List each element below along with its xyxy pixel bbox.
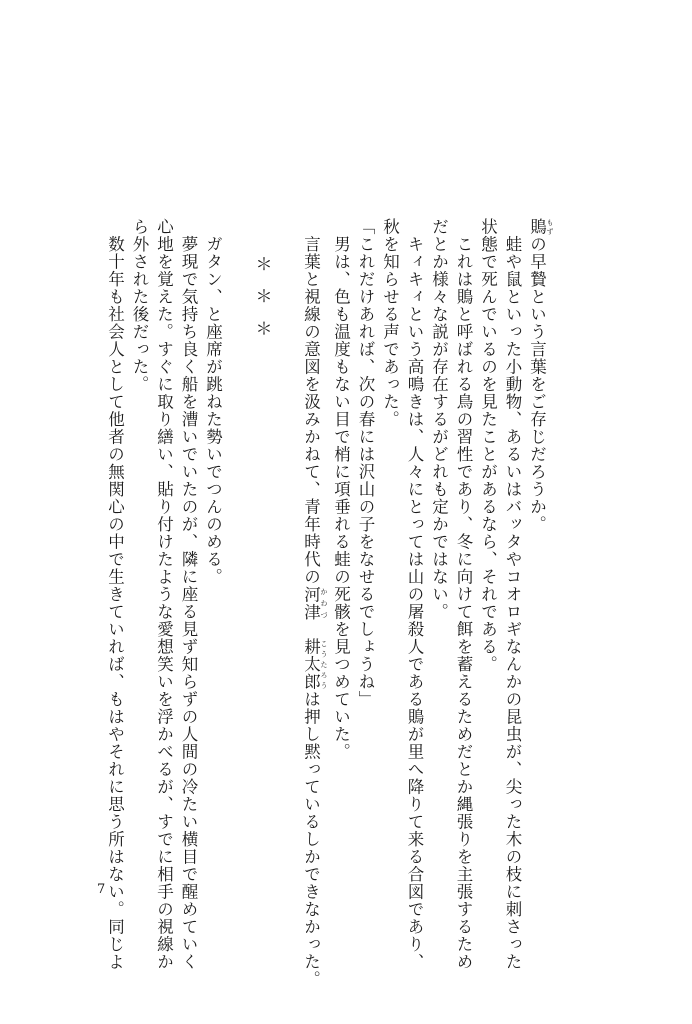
paragraph: 秋を知らせる声であった。 xyxy=(380,218,400,428)
blank-line xyxy=(225,218,250,858)
ruby-word xyxy=(527,218,554,236)
ruby-base: 河津 xyxy=(301,585,321,621)
scene-separator: ＊＊＊ xyxy=(251,255,272,353)
vertical-text-body xyxy=(104,218,554,988)
ruby-reading: こうたろう xyxy=(320,638,328,691)
paragraph: ガタン、と座席が跳ねた勢いでつんのめる。 xyxy=(203,218,223,586)
paragraph-text: 言葉と視線の意図を汲みかねて、青年時代の xyxy=(301,218,321,586)
paragraph: 夢現で気持ち良く船を漕いでいたのが、隣に座る見ず知らずの人間の冷たい横目で醒めていく xyxy=(179,218,198,971)
paragraph-text: の早贄という言葉をご存じだろうか。 xyxy=(527,235,547,533)
page-number: 7 xyxy=(97,882,106,897)
paragraph: これは鵙と呼ばれる鳥の習性であり、冬に向けて餌を蓄えるためだとか縄張りを主張するため xyxy=(454,218,473,971)
paragraph: 数十年も社会人として他者の無関心の中で生きていれば、もはやそれに思う所はない。同じよ xyxy=(105,218,125,971)
ruby-base: 耕太郎 xyxy=(301,638,321,691)
paragraph: ら外された後だった。 xyxy=(130,218,149,393)
paragraph: 心地を覚えた。すぐに取り繕い、貼り付けたような愛想笑いを浮かべるが、すでに相手の視線か xyxy=(154,218,174,971)
paragraph: だとか様々な説が存在するがどれも定かではない。 xyxy=(429,218,449,621)
paragraph: 男は、色も温度もない目で梢に項垂れる蛙の死骸を見つめていた。 xyxy=(331,218,351,761)
paragraph: 状態で死んでいるのを見たことがあるなら、それである。 xyxy=(478,218,498,673)
paragraph-text: は押し黙っているしかできなかった。 xyxy=(301,690,321,988)
name-separator xyxy=(302,621,321,639)
paragraph: キィキィという高鳴きは、人々にとっては山の屠殺人である鵙が里へ降りて来る合図であり、 xyxy=(405,218,424,971)
ruby-base: 鵙 xyxy=(527,218,547,236)
ruby-reading: かわづ xyxy=(320,585,328,621)
paragraph xyxy=(298,218,328,988)
paragraph: 蛙や鼠といった小動物、あるいはバッタやコオロギなんかの昆虫が、尖った木の枝に刺さった xyxy=(503,218,522,971)
blank-line xyxy=(274,218,299,858)
ruby-word xyxy=(301,638,328,691)
paragraph: 「これだけあれば、次の春には沢山の子をなせるでしょうね」 xyxy=(356,218,375,708)
ruby-word xyxy=(301,585,328,621)
ruby-reading: もず xyxy=(546,218,554,236)
paragraph xyxy=(524,218,554,858)
